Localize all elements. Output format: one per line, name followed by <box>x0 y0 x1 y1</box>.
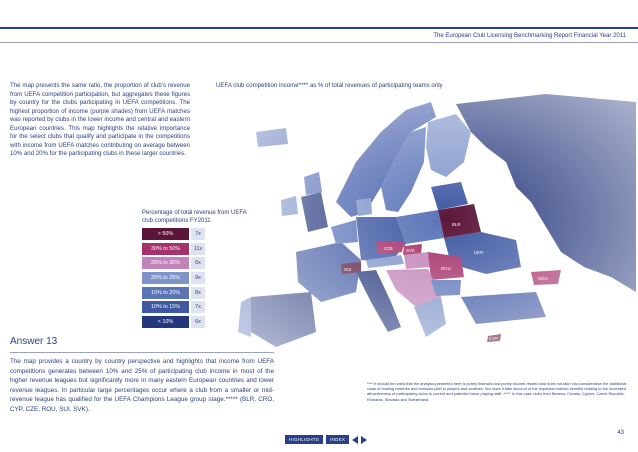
legend-count: 6x <box>191 257 205 269</box>
europe-map-svg <box>216 92 636 374</box>
next-page-icon[interactable] <box>361 436 367 444</box>
answer-body: The map provides a country by country perspective and highlights that income from UEFA competitions generates between 10% and 25% of participating club income in most of the higher revenue leagues but significantly more in many eastern European countries and lower revenue leagues. In particular large percentages occur where a club from a smaller or mid-revenue league has qualified for the UEFA Champions League group stage.***** (BLR, CRO, CYP, CZE, ROU, SUI, SVK). <box>10 358 274 413</box>
legend-count: 6x <box>191 316 205 328</box>
label-cze: CZE <box>384 246 393 251</box>
europe-map <box>216 92 636 374</box>
legend-swatch: 15% to 20% <box>142 287 189 299</box>
map-title: UEFA club competition income**** as % of total revenues of participating teams only <box>216 82 443 89</box>
legend-swatch: > 50% <box>142 228 189 240</box>
legend-swatch: < 10% <box>142 316 189 328</box>
label-svk: SVK <box>406 248 415 253</box>
page-number: 43 <box>617 430 624 436</box>
report-title: The European Club Licensing Benchmarking Report Financial Year 2011 <box>433 33 626 39</box>
label-blr: BLR <box>452 222 461 227</box>
label-geo: GEO <box>538 276 548 281</box>
legend-swatch: 10% to 15% <box>142 301 189 313</box>
label-sui: SUI <box>344 267 352 272</box>
legend-count: 7x <box>191 301 205 313</box>
intro-paragraph: The map presents the same ratio, the proportion of club’s revenue from UEFA competition participation, but aggregates these figures by country for the clubs participating in UEFA competitions. The highest proportion of income (purple shades) from UEFA matches was reported by clubs in the lower income and central and eastern European countries. This map highlights the relative importance for the select clubs that qualify and participate in the competitions with income from UEFA matches contributing on average between 10% and 20% for the participating clubs in these larger countries. <box>10 82 190 158</box>
legend-swatch: 25% to 30% <box>142 257 189 269</box>
map-fade-overlay <box>216 92 636 374</box>
answer-heading: Answer 13 <box>10 336 58 347</box>
legend-count: 11x <box>191 243 205 255</box>
footnote: **** It should be noted that the analysis presented here is purely financial and purely income-related and does not take into consideration the additional costs of hosting matches and bonuses paid to players and coaches. Nor does it take account of the important indirect benefits relating to the increased attractiveness of participating clubs to current and potential future playing staff. ***** In this case clubs from Belarus, Croatia, Cyprus, Czech Republic, Romania, Slovakia and Switzerland. <box>367 381 627 402</box>
legend-count: 9x <box>191 272 205 284</box>
legend-swatch: 20% to 25% <box>142 272 189 284</box>
header-rule-top <box>0 27 638 29</box>
label-rou: ROU <box>441 266 451 271</box>
page-navigation <box>285 435 367 444</box>
legend-count: 7x <box>191 228 205 240</box>
highlights-button[interactable]: HIGHLIGHTS <box>285 435 323 444</box>
label-ukr: UKR <box>474 250 484 255</box>
legend-swatch: 30% to 50% <box>142 243 189 255</box>
label-cyp: CYP <box>489 336 499 341</box>
legend-count: 8x <box>191 287 205 299</box>
header-rule-bottom <box>0 42 638 43</box>
answer-divider <box>10 352 274 353</box>
index-button[interactable]: INDEX <box>326 435 349 444</box>
legend-title: Percentage of total revenue from UEFA club competitions FY2011 <box>142 210 247 224</box>
previous-page-icon[interactable] <box>352 436 358 444</box>
